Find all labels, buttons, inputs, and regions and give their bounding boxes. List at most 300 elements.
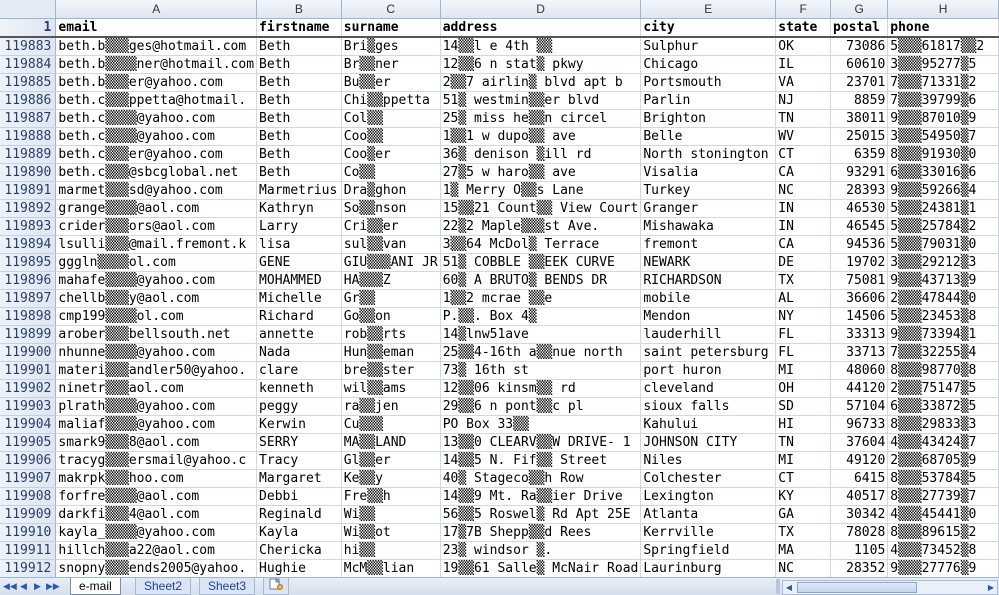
row-number[interactable]: 119907 [0, 470, 56, 488]
cell-email[interactable]: beth.b▒▒▒ges@hotmail.com [56, 37, 257, 56]
cell-firstname[interactable]: Richard [257, 308, 342, 326]
cell-postal[interactable]: 6415 [830, 470, 887, 488]
cell-postal[interactable]: 23701 [830, 74, 887, 92]
cell-address[interactable]: 60▒ A BRUTO▒ BENDS DR [440, 272, 641, 290]
cell-surname[interactable]: Coo▒▒ [341, 128, 440, 146]
cell-email[interactable]: beth.c▒▒▒@sbcglobal.net [56, 164, 257, 182]
cell-city[interactable]: Lexington [641, 488, 776, 506]
cell-email[interactable]: nhunne▒▒▒▒@yahoo.com [56, 344, 257, 362]
cell-surname[interactable]: sul▒▒van [341, 236, 440, 254]
cell-surname[interactable]: wil▒▒ams [341, 380, 440, 398]
cell-email[interactable]: snopny▒▒▒ends2005@yahoo. [56, 560, 257, 578]
cell-address[interactable]: 73▒ 16th st [440, 362, 641, 380]
row-number[interactable]: 119911 [0, 542, 56, 560]
cell-email[interactable]: beth.c▒▒▒▒@yahoo.com [56, 110, 257, 128]
cell-address[interactable]: 56▒▒5 Roswel▒ Rd Apt 25E [440, 506, 641, 524]
cell-city[interactable]: sioux falls [641, 398, 776, 416]
cell-address[interactable]: 36▒ denison ▒ill rd [440, 146, 641, 164]
cell-city[interactable]: NEWARK [641, 254, 776, 272]
cell-phone[interactable]: 2▒▒▒47844▒0 [888, 290, 999, 308]
cell-firstname[interactable]: Larry [257, 218, 342, 236]
cell-email[interactable]: smark9▒▒▒8@aol.com [56, 434, 257, 452]
cell-email[interactable]: kayla_▒▒▒▒@yahoo.com [56, 524, 257, 542]
cell-phone[interactable]: 8▒▒▒29833▒3 [888, 416, 999, 434]
cell-city[interactable]: fremont [641, 236, 776, 254]
cell-surname[interactable]: rob▒▒rts [341, 326, 440, 344]
cell-phone[interactable]: 3▒▒▒29212▒3 [888, 254, 999, 272]
first-sheet-button[interactable]: ◀◀ [3, 581, 17, 591]
cell-city[interactable]: North stonington [641, 146, 776, 164]
cell-state[interactable]: IN [776, 200, 831, 218]
cell-phone[interactable]: 5▒▒▒79031▒0 [888, 236, 999, 254]
cell-phone[interactable]: 6▒▒▒33872▒5 [888, 398, 999, 416]
cell-phone[interactable]: 7▒▒▒71331▒2 [888, 74, 999, 92]
row-number[interactable]: 119899 [0, 326, 56, 344]
cell-surname[interactable]: McM▒▒lian [341, 560, 440, 578]
cell-postal[interactable]: 14506 [830, 308, 887, 326]
cell-firstname[interactable]: Margaret [257, 470, 342, 488]
cell-firstname[interactable]: Marmetrius [257, 182, 342, 200]
cell-postal[interactable]: 36606 [830, 290, 887, 308]
row-number[interactable]: 119905 [0, 434, 56, 452]
cell-surname-header[interactable]: surname [341, 19, 440, 38]
cell-phone[interactable]: 9▒▒▒73394▒1 [888, 326, 999, 344]
cell-phone[interactable]: 5▒▒▒23453▒8 [888, 308, 999, 326]
cell-surname[interactable]: bre▒▒ster [341, 362, 440, 380]
cell-city[interactable]: Parlin [641, 92, 776, 110]
cell-postal[interactable]: 25015 [830, 128, 887, 146]
cell-state[interactable]: DE [776, 254, 831, 272]
cell-surname[interactable]: So▒▒nson [341, 200, 440, 218]
cell-postal[interactable]: 33713 [830, 344, 887, 362]
cell-city[interactable]: port huron [641, 362, 776, 380]
cell-email[interactable]: beth.c▒▒▒▒@yahoo.com [56, 128, 257, 146]
cell-email-header[interactable]: email [56, 19, 257, 38]
cell-city[interactable]: RICHARDSON [641, 272, 776, 290]
cell-email[interactable]: ninetr▒▒▒aol.com [56, 380, 257, 398]
cell-address[interactable]: 23▒ windsor ▒. [440, 542, 641, 560]
cell-firstname[interactable]: Beth [257, 128, 342, 146]
cell-phone[interactable]: 7▒▒▒39799▒6 [888, 92, 999, 110]
cell-surname[interactable]: Wi▒▒ot [341, 524, 440, 542]
cell-postal[interactable]: 75081 [830, 272, 887, 290]
cell-surname[interactable]: HA▒▒▒Z [341, 272, 440, 290]
row-number[interactable]: 119898 [0, 308, 56, 326]
cell-state[interactable]: TX [776, 524, 831, 542]
row-number[interactable]: 119886 [0, 92, 56, 110]
cell-phone[interactable]: 9▒▒▒27776▒9 [888, 560, 999, 578]
cell-surname[interactable]: Cri▒▒er [341, 218, 440, 236]
cell-email[interactable]: mahafe▒▒▒▒@yahoo.com [56, 272, 257, 290]
row-number[interactable]: 119894 [0, 236, 56, 254]
cell-firstname[interactable]: Tracy [257, 452, 342, 470]
row-number[interactable]: 119902 [0, 380, 56, 398]
row-number[interactable]: 119895 [0, 254, 56, 272]
cell-postal[interactable]: 19702 [830, 254, 887, 272]
row-number[interactable]: 119901 [0, 362, 56, 380]
cell-address[interactable]: 14▒▒9 Mt. Ra▒▒ier Drive [440, 488, 641, 506]
column-header-c[interactable]: C [341, 0, 440, 19]
cell-firstname[interactable]: Nada [257, 344, 342, 362]
cell-surname[interactable]: Wi▒▒ [341, 506, 440, 524]
cell-firstname[interactable]: Beth [257, 74, 342, 92]
cell-address[interactable]: 14▒▒5 N. Fif▒▒ Street [440, 452, 641, 470]
cell-city[interactable]: Laurinburg [641, 560, 776, 578]
cell-firstname[interactable]: SERRY [257, 434, 342, 452]
row-number[interactable]: 119896 [0, 272, 56, 290]
cell-state[interactable]: AL [776, 290, 831, 308]
cell-firstname[interactable]: Beth [257, 110, 342, 128]
cell-city[interactable]: Chicago [641, 56, 776, 74]
row-number[interactable]: 119903 [0, 398, 56, 416]
cell-phone[interactable]: 2▒▒▒75147▒5 [888, 380, 999, 398]
cell-state[interactable]: MA [776, 542, 831, 560]
cell-postal[interactable]: 93291 [830, 164, 887, 182]
cell-phone[interactable]: 2▒▒▒68705▒9 [888, 452, 999, 470]
cell-surname[interactable]: Bu▒▒er [341, 74, 440, 92]
cell-surname[interactable]: GIU▒▒▒ANI JR [341, 254, 440, 272]
cell-email[interactable]: plrath▒▒▒▒@yahoo.com [56, 398, 257, 416]
cell-city[interactable]: Granger [641, 200, 776, 218]
cell-address[interactable]: 25▒▒4-16th a▒▒nue north [440, 344, 641, 362]
row-number[interactable]: 119883 [0, 37, 56, 56]
cell-postal[interactable]: 33313 [830, 326, 887, 344]
cell-firstname[interactable]: Beth [257, 92, 342, 110]
cell-email[interactable]: hillch▒▒▒a22@aol.com [56, 542, 257, 560]
cell-firstname[interactable]: Michelle [257, 290, 342, 308]
cell-email[interactable]: beth.c▒▒▒er@yahoo.com [56, 146, 257, 164]
row-number[interactable]: 119892 [0, 200, 56, 218]
cell-city[interactable]: Turkey [641, 182, 776, 200]
cell-address[interactable]: 29▒▒6 n pont▒▒c pl [440, 398, 641, 416]
cell-city[interactable]: saint petersburg [641, 344, 776, 362]
cell-phone[interactable]: 4▒▒▒43424▒7 [888, 434, 999, 452]
cell-firstname[interactable]: Reginald [257, 506, 342, 524]
cell-city[interactable]: Sulphur [641, 37, 776, 56]
cell-postal[interactable]: 1105 [830, 542, 887, 560]
cell-postal[interactable]: 6359 [830, 146, 887, 164]
cell-email[interactable]: chellb▒▒▒y@aol.com [56, 290, 257, 308]
row-number[interactable]: 119889 [0, 146, 56, 164]
tab-split-handle[interactable] [776, 579, 780, 594]
cell-postal[interactable]: 44120 [830, 380, 887, 398]
cell-state[interactable]: MI [776, 362, 831, 380]
cell-firstname[interactable]: Kayla [257, 524, 342, 542]
cell-state[interactable]: NJ [776, 92, 831, 110]
row-number[interactable]: 119906 [0, 452, 56, 470]
cell-state[interactable]: HI [776, 416, 831, 434]
scroll-left-icon[interactable]: ◀ [785, 583, 793, 592]
cell-address[interactable]: 12▒▒6 n stat▒ pkwy [440, 56, 641, 74]
cell-address[interactable]: 27▒5 w haro▒▒ ave [440, 164, 641, 182]
cell-state[interactable]: CA [776, 164, 831, 182]
cell-city[interactable]: Brighton [641, 110, 776, 128]
cell-state[interactable]: CA [776, 236, 831, 254]
cell-address[interactable]: 51▒ westmin▒▒er blvd [440, 92, 641, 110]
cell-address[interactable]: 12▒▒06 kinsm▒▒ rd [440, 380, 641, 398]
column-header-h[interactable]: H [888, 0, 999, 19]
cell-city[interactable]: lauderhill [641, 326, 776, 344]
row-number[interactable]: 119887 [0, 110, 56, 128]
horizontal-scroll-thumb[interactable] [797, 582, 917, 593]
row-number[interactable]: 119904 [0, 416, 56, 434]
cell-email[interactable]: cmp199▒▒▒▒ol.com [56, 308, 257, 326]
cell-city[interactable]: JOHNSON CITY [641, 434, 776, 452]
cell-phone-header[interactable]: phone [888, 19, 999, 38]
cell-phone[interactable]: 8▒▒▒27739▒7 [888, 488, 999, 506]
cell-state[interactable]: TX [776, 272, 831, 290]
cell-address[interactable]: 17▒7B Shepp▒▒d Rees [440, 524, 641, 542]
cell-state[interactable]: OH [776, 380, 831, 398]
cell-email[interactable]: grange▒▒▒▒@aol.com [56, 200, 257, 218]
cell-phone[interactable]: 4▒▒▒73452▒8 [888, 542, 999, 560]
cell-state[interactable]: NY [776, 308, 831, 326]
cell-address[interactable]: PO Box 33▒▒ [440, 416, 641, 434]
cell-state[interactable]: CT [776, 470, 831, 488]
row-number[interactable]: 119908 [0, 488, 56, 506]
cell-city[interactable]: Portsmouth [641, 74, 776, 92]
row-number[interactable]: 119885 [0, 74, 56, 92]
column-header-e[interactable]: E [641, 0, 776, 19]
cell-postal[interactable]: 38011 [830, 110, 887, 128]
cell-email[interactable]: forfre▒▒▒▒@aol.com [56, 488, 257, 506]
cell-address[interactable]: P.▒▒. Box 4▒ [440, 308, 641, 326]
cell-surname[interactable]: Hun▒▒eman [341, 344, 440, 362]
cell-firstname[interactable]: Debbi [257, 488, 342, 506]
cell-firstname[interactable]: MOHAMMED [257, 272, 342, 290]
cell-address[interactable]: 51▒ COBBLE ▒▒EEK CURVE [440, 254, 641, 272]
cell-firstname[interactable]: kenneth [257, 380, 342, 398]
cell-surname[interactable]: Fre▒▒h [341, 488, 440, 506]
cell-postal-header[interactable]: postal [830, 19, 887, 38]
cell-state[interactable]: TN [776, 434, 831, 452]
cell-firstname[interactable]: lisa [257, 236, 342, 254]
cell-phone[interactable]: 8▒▒▒91930▒0 [888, 146, 999, 164]
column-header-d[interactable]: D [440, 0, 641, 19]
row-number[interactable]: 119890 [0, 164, 56, 182]
last-sheet-button[interactable]: ▶▶ [46, 581, 60, 591]
cell-address[interactable]: 1▒▒2 mcrae ▒▒e [440, 290, 641, 308]
cell-surname[interactable]: Gr▒▒ [341, 290, 440, 308]
cell-postal[interactable]: 8859 [830, 92, 887, 110]
cell-email[interactable]: makrpk▒▒▒hoo.com [56, 470, 257, 488]
cell-state[interactable]: GA [776, 506, 831, 524]
cell-email[interactable]: marmet▒▒▒sd@yahoo.com [56, 182, 257, 200]
cell-postal[interactable]: 94536 [830, 236, 887, 254]
cell-address[interactable]: 2▒▒7 airlin▒ blvd apt b [440, 74, 641, 92]
cell-email[interactable]: crider▒▒▒ors@aol.com [56, 218, 257, 236]
cell-state[interactable]: TN [776, 110, 831, 128]
prev-sheet-button[interactable]: ◀ [20, 581, 27, 591]
cell-postal[interactable]: 46545 [830, 218, 887, 236]
cell-postal[interactable]: 49120 [830, 452, 887, 470]
scroll-right-icon[interactable]: ▶ [987, 583, 995, 592]
cell-surname[interactable]: Br▒▒ner [341, 56, 440, 74]
cell-email[interactable]: darkfi▒▒▒4@aol.com [56, 506, 257, 524]
cell-surname[interactable]: MA▒▒LAND [341, 434, 440, 452]
cell-postal[interactable]: 37604 [830, 434, 887, 452]
cell-phone[interactable]: 5▒▒▒25784▒2 [888, 218, 999, 236]
cell-phone[interactable]: 9▒▒▒59266▒4 [888, 182, 999, 200]
cell-firstname[interactable]: Beth [257, 146, 342, 164]
cell-state[interactable]: CT [776, 146, 831, 164]
sheet-tab-sheet3[interactable]: Sheet3 [199, 578, 255, 595]
cell-surname[interactable]: Dra▒ghon [341, 182, 440, 200]
column-header-g[interactable]: G [830, 0, 887, 19]
column-header-b[interactable]: B [257, 0, 342, 19]
cell-surname[interactable]: Col▒▒ [341, 110, 440, 128]
cell-address[interactable]: 19▒▒61 Salle▒ McNair Road [440, 560, 641, 578]
cell-firstname[interactable]: clare [257, 362, 342, 380]
cell-postal[interactable]: 46530 [830, 200, 887, 218]
cell-state[interactable]: NC [776, 182, 831, 200]
cell-address[interactable]: 15▒▒21 Count▒▒ View Court [440, 200, 641, 218]
cell-city[interactable]: Mendon [641, 308, 776, 326]
cell-phone[interactable]: 8▒▒▒53784▒5 [888, 470, 999, 488]
cell-city[interactable]: Niles [641, 452, 776, 470]
cell-firstname[interactable]: Chericka [257, 542, 342, 560]
row-number[interactable]: 119891 [0, 182, 56, 200]
cell-phone[interactable]: 4▒▒▒45441▒0 [888, 506, 999, 524]
column-header-f[interactable]: F [776, 0, 831, 19]
cell-firstname[interactable]: Beth [257, 37, 342, 56]
cell-email[interactable]: gggln▒▒▒▒ol.com [56, 254, 257, 272]
cell-phone[interactable]: 7▒▒▒32255▒4 [888, 344, 999, 362]
sheet-tab-sheet2[interactable]: Sheet2 [135, 578, 191, 595]
cell-phone[interactable]: 9▒▒▒43713▒9 [888, 272, 999, 290]
cell-surname[interactable]: Ke▒▒y [341, 470, 440, 488]
cell-city[interactable]: Colchester [641, 470, 776, 488]
cell-state[interactable]: FL [776, 344, 831, 362]
cell-postal[interactable]: 28352 [830, 560, 887, 578]
cell-address[interactable]: 3▒▒64 McDol▒ Terrace [440, 236, 641, 254]
cell-address[interactable]: 13▒▒0 CLEARV▒▒W DRIVE- 1 [440, 434, 641, 452]
cell-surname[interactable]: Coo▒er [341, 146, 440, 164]
cell-address-header[interactable]: address [440, 19, 641, 38]
insert-sheet-icon[interactable] [263, 578, 289, 595]
cell-state[interactable]: OK [776, 37, 831, 56]
cell-address[interactable]: 25▒ miss he▒▒n circel [440, 110, 641, 128]
row-number[interactable]: 119912 [0, 560, 56, 578]
cell-city[interactable]: Belle [641, 128, 776, 146]
cell-email[interactable]: beth.b▒▒▒▒ner@hotmail.com [56, 56, 257, 74]
row-number[interactable]: 119909 [0, 506, 56, 524]
cell-phone[interactable]: 8▒▒▒98770▒8 [888, 362, 999, 380]
cell-state[interactable]: NC [776, 560, 831, 578]
cell-city[interactable]: Mishawaka [641, 218, 776, 236]
cell-postal[interactable]: 28393 [830, 182, 887, 200]
cell-phone[interactable]: 6▒▒▒33016▒6 [888, 164, 999, 182]
row-number[interactable]: 119910 [0, 524, 56, 542]
cell-address[interactable]: 40▒ Stageco▒▒h Row [440, 470, 641, 488]
cell-state[interactable]: IL [776, 56, 831, 74]
cell-phone[interactable]: 5▒▒▒24381▒1 [888, 200, 999, 218]
cell-postal[interactable]: 48060 [830, 362, 887, 380]
cell-postal[interactable]: 57104 [830, 398, 887, 416]
select-all-corner[interactable] [0, 0, 56, 19]
cell-postal[interactable]: 96733 [830, 416, 887, 434]
cell-postal[interactable]: 73086 [830, 37, 887, 56]
cell-state[interactable]: KY [776, 488, 831, 506]
row-number[interactable]: 119884 [0, 56, 56, 74]
cell-email[interactable]: beth.b▒▒▒er@yahoo.com [56, 74, 257, 92]
cell-firstname[interactable]: Beth [257, 164, 342, 182]
cell-email[interactable]: tracyg▒▒▒ersmail@yahoo.c [56, 452, 257, 470]
sheet-tab-email[interactable]: e-mail [70, 578, 121, 595]
cell-city-header[interactable]: city [641, 19, 776, 38]
cell-postal[interactable]: 30342 [830, 506, 887, 524]
next-sheet-button[interactable]: ▶ [34, 581, 41, 591]
cell-city[interactable]: Atlanta [641, 506, 776, 524]
cell-city[interactable]: Visalia [641, 164, 776, 182]
row-number[interactable]: 119888 [0, 128, 56, 146]
horizontal-scrollbar[interactable] [782, 580, 998, 595]
cell-firstname[interactable]: annette [257, 326, 342, 344]
row-number[interactable]: 119893 [0, 218, 56, 236]
cell-city[interactable]: cleveland [641, 380, 776, 398]
cell-state[interactable]: FL [776, 326, 831, 344]
cell-city[interactable]: Kahului [641, 416, 776, 434]
cell-phone[interactable]: 9▒▒▒87010▒9 [888, 110, 999, 128]
cell-surname[interactable]: Chi▒▒ppetta [341, 92, 440, 110]
cell-firstname[interactable]: Kathryn [257, 200, 342, 218]
cell-firstname[interactable]: Hughie [257, 560, 342, 578]
cell-state[interactable]: MI [776, 452, 831, 470]
cell-address[interactable]: 14▒lnw51ave [440, 326, 641, 344]
cell-firstname-header[interactable]: firstname [257, 19, 342, 38]
cell-phone[interactable]: 8▒▒▒89615▒2 [888, 524, 999, 542]
cell-surname[interactable]: Gl▒▒er [341, 452, 440, 470]
cell-state[interactable]: SD [776, 398, 831, 416]
cell-surname[interactable]: ra▒▒jen [341, 398, 440, 416]
cell-phone[interactable]: 3▒▒▒95277▒5 [888, 56, 999, 74]
cell-surname[interactable]: Co▒▒ [341, 164, 440, 182]
cell-surname[interactable]: Cu▒▒▒ [341, 416, 440, 434]
cell-address[interactable]: 1▒ Merry O▒▒s Lane [440, 182, 641, 200]
cell-address[interactable]: 14▒▒l e 4th ▒▒ [440, 37, 641, 56]
cell-state[interactable]: VA [776, 74, 831, 92]
cell-email[interactable]: arober▒▒▒bellsouth.net [56, 326, 257, 344]
cell-state-header[interactable]: state [776, 19, 831, 38]
cell-surname[interactable]: Bri▒ges [341, 37, 440, 56]
cell-address[interactable]: 22▒2 Maple▒▒▒st Ave. [440, 218, 641, 236]
cell-state[interactable]: WV [776, 128, 831, 146]
cell-city[interactable]: Kerrville [641, 524, 776, 542]
cell-email[interactable]: materi▒▒▒andler50@yahoo. [56, 362, 257, 380]
cell-postal[interactable]: 78028 [830, 524, 887, 542]
cell-address[interactable]: 1▒▒1 w dupo▒▒ ave [440, 128, 641, 146]
cell-phone[interactable]: 3▒▒▒54950▒7 [888, 128, 999, 146]
cell-firstname[interactable]: Beth [257, 56, 342, 74]
row-number[interactable]: 119897 [0, 290, 56, 308]
row-number[interactable]: 119900 [0, 344, 56, 362]
cell-city[interactable]: mobile [641, 290, 776, 308]
cell-postal[interactable]: 60610 [830, 56, 887, 74]
cell-surname[interactable]: hi▒▒ [341, 542, 440, 560]
cell-email[interactable]: beth.c▒▒▒ppetta@hotmail. [56, 92, 257, 110]
cell-email[interactable]: lsulli▒▒▒@mail.fremont.k [56, 236, 257, 254]
cell-firstname[interactable]: GENE [257, 254, 342, 272]
cell-firstname[interactable]: peggy [257, 398, 342, 416]
cell-email[interactable]: maliaf▒▒▒▒@yahoo.com [56, 416, 257, 434]
cell-phone[interactable]: 5▒▒▒61817▒▒2 [888, 37, 999, 56]
row-number[interactable]: 1 [0, 19, 56, 38]
cell-postal[interactable]: 40517 [830, 488, 887, 506]
cell-surname[interactable]: Go▒▒on [341, 308, 440, 326]
cell-city[interactable]: Springfield [641, 542, 776, 560]
column-header-a[interactable]: A [56, 0, 257, 19]
cell-firstname[interactable]: Kerwin [257, 416, 342, 434]
